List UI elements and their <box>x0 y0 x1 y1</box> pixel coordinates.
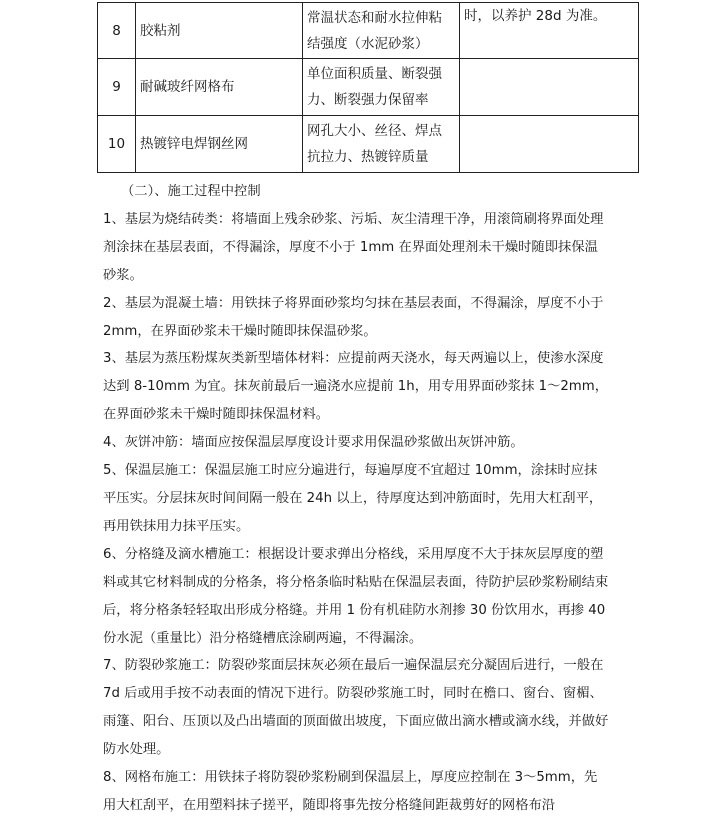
material-name: 热镀锌电焊钢丝网 <box>136 116 303 173</box>
inspection-items: 网孔大小、丝径、焊点抗拉力、热镀锌质量 <box>303 116 460 173</box>
material-name: 耐碱玻纤网格布 <box>136 59 303 116</box>
inspection-requirement: 时，以养护 28d 为准。 <box>460 3 639 59</box>
inspection-items: 常温状态和耐水拉伸粘结强度（水泥砂浆） <box>303 3 460 59</box>
paragraph-5: 5、保温层施工：保温层施工时应分遍进行，每遍厚度不宜超过 10mm，涂抹时应抹平压实。分层抹灰时间间隔一般在 24h 以上，待厚度达到冲筋面时，先用大杠刮平，再用铁抹用力抹平压实。 <box>103 463 603 534</box>
paragraph-6: 6、分格缝及滴水槽施工：根据设计要求弹出分格线，采用厚度不大于抹灰层厚度的塑料或其它材料制成的分格条，将分格条临时粘贴在保温层表面，待防护层砂浆粉刷结束后，将分格条轻轻取出形成分格缝。并用 1 份有机硅防水剂掺 30 份饮用水，再掺 40 份水泥（重量比）沿分格缝槽底涂刷两遍，不得漏涂。 <box>103 546 609 646</box>
inspection-items: 单位面积质量、断裂强力、断裂强力保留率 <box>303 59 460 116</box>
paragraph-2: 2、基层为混凝土墙：用铁抹子将界面砂浆均匀抹在基层表面，不得漏涂，厚度不小于 2mm，在界面砂浆未干燥时随即抹保温砂浆。 <box>103 295 604 339</box>
material-name: 胶粘剂 <box>136 3 303 59</box>
table-row <box>98 59 639 116</box>
row-number: 9 <box>98 59 136 116</box>
construction-control-section <box>103 178 609 820</box>
paragraph-4: 4、灰饼冲筋：墙面应按保温层厚度设计要求用保温砂浆做出灰饼冲筋。 <box>103 435 524 451</box>
table-row <box>98 116 639 173</box>
paragraph-3: 3、基层为蒸压粉煤灰类新型墙体材料：应提前两天浇水，每天两遍以上，使渗水深度达到 8-10mm 为宜。抹灰前最后一遍浇水应提前 1h，用专用界面砂浆抹 1～2mm，在界面砂浆未干燥时随即抹保温材料。 <box>103 351 609 423</box>
paragraph-8: 8、网格布施工：用铁抹子将防裂砂浆粉刷到保温层上，厚度应控制在 3～5mm，先用大杠刮平，在用塑料抹子搓平，随即将事先按分格缝间距裁剪好的网格布沿 <box>103 770 598 813</box>
row-number: 10 <box>98 116 136 173</box>
inspection-requirement <box>460 59 639 116</box>
material-inspection-table <box>97 2 639 173</box>
paragraph-1: 1、基层为烧结砖类：将墙面上残余砂浆、污垢、灰尘清理干净，用滚筒刷将界面处理剂涂抹在基层表面，不得漏涂，厚度不小于 1mm 在界面处理剂未干燥时随即抹保温砂浆。 <box>103 211 604 283</box>
table-row <box>98 3 639 59</box>
section-heading: （二）、施工过程中控制 <box>121 184 261 199</box>
row-number: 8 <box>98 3 136 59</box>
paragraph-7: 7、防裂砂浆施工：防裂砂浆面层抹灰必须在最后一遍保温层充分凝固后进行，一般在 7d 后或用手按不动表面的情况下进行。防裂砂浆施工时，同时在檐口、窗台、窗楣、雨篷、阳台、压顶以及凸出墙面的顶面做出坡度，下面应做出滴水槽或滴水线，并做好防水处理。 <box>103 658 609 758</box>
inspection-requirement <box>460 116 639 173</box>
